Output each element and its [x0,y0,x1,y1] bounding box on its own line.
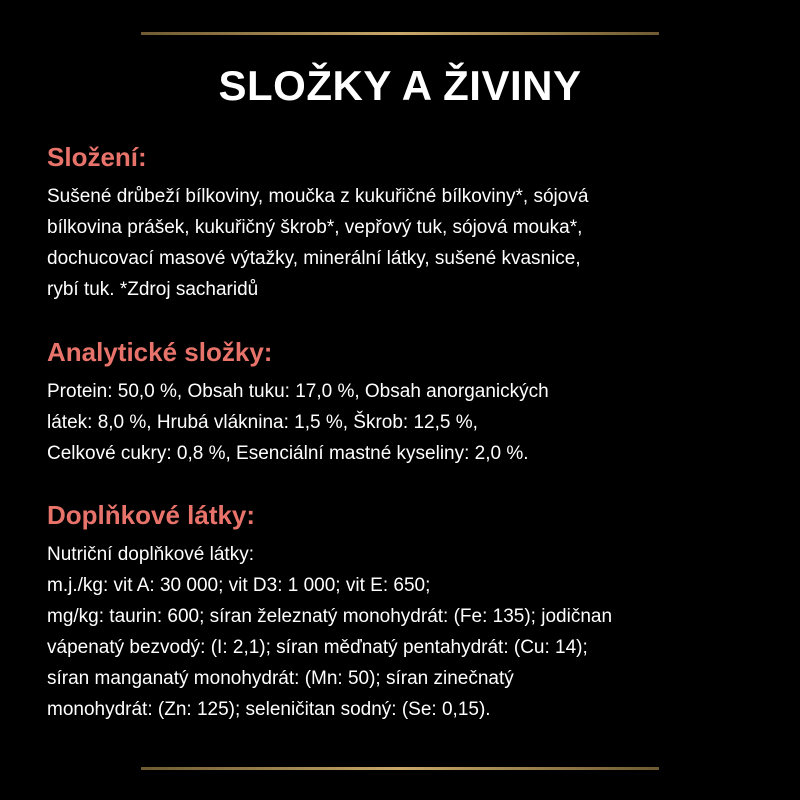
additives-line: m.j./kg: vit A: 30 000; vit D3: 1 000; vit E: 650; [47,575,431,596]
composition-line: rybí tuk. *Zdroj sacharidů [47,279,259,300]
additives-text [47,539,759,725]
additives-heading: Doplňkové látky: [47,500,256,530]
analytical-text [47,376,759,469]
additives-line: monohydrát: (Zn: 125); seleničitan sodný: (Se: 0,15). [47,699,491,720]
analytical-line: Celkové cukry: 0,8 %, Esenciální mastné kyseliny: 2,0 %. [47,443,529,464]
additives-line: vápenatý bezvodý: (I: 2,1); síran měďnatý pentahydrát: (Cu: 14); [47,637,588,658]
analytical-heading: Analytické složky: [47,337,273,367]
additives-line: Nutriční doplňkové látky: [47,544,254,565]
additives-line: síran manganatý monohydrát: (Mn: 50); síran zinečnatý [47,668,514,689]
composition-section [47,142,759,305]
composition-line: Sušené drůbeží bílkoviny, moučka z kukuřičné bílkoviny*, sójová [47,186,589,207]
composition-line: bílkovina prášek, kukuřičný škrob*, vepřový tuk, sójová mouka*, [47,217,583,238]
additives-line: mg/kg: taurin: 600; síran železnatý monohydrát: (Fe: 135); jodičnan [47,606,613,627]
analytical-line: Protein: 50,0 %, Obsah tuku: 17,0 %, Obsah anorganických [47,381,549,402]
composition-text [47,181,759,305]
bottom-gold-divider [141,767,659,770]
top-gold-divider [141,32,659,35]
analytical-line: látek: 8,0 %, Hrubá vláknina: 1,5 %, Škrob: 12,5 %, [47,412,478,433]
page-title: SLOŽKY A ŽIVINY [218,62,582,109]
additives-section [47,500,759,725]
composition-heading: Složení: [47,142,147,172]
analytical-section [47,337,759,469]
composition-line: dochucovací masové výtažky, minerální látky, sušené kvasnice, [47,248,581,269]
